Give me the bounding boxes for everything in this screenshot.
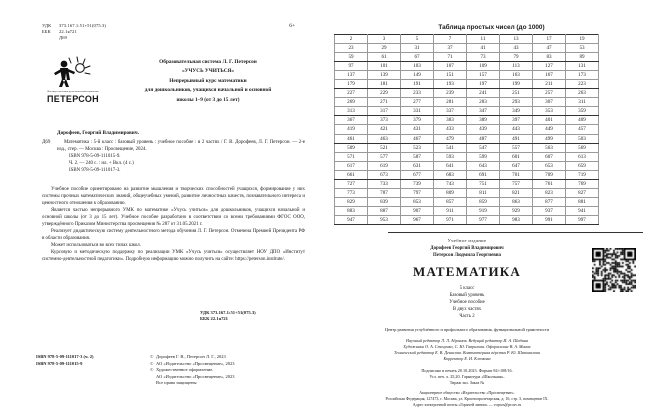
- prime-cell: 739: [401, 179, 434, 188]
- prime-cell: 751: [467, 179, 500, 188]
- print-line-2: Тираж экз. Заказ №: [449, 380, 485, 386]
- table-row: [335, 98, 599, 107]
- prime-cell: 71: [434, 53, 467, 62]
- prime-cell: 461: [335, 134, 368, 143]
- prime-cell: 727: [335, 179, 368, 188]
- prime-cell: 103: [401, 62, 434, 71]
- prime-cell: 757: [500, 179, 533, 188]
- imprint-line-2: Учебное пособие: [449, 300, 485, 305]
- prime-cell: 263: [566, 89, 599, 98]
- prime-cell: 457: [566, 125, 599, 134]
- prime-cell: 433: [434, 125, 467, 134]
- system-line-0: Образовательная система Л. Г. Петерсон: [159, 59, 257, 65]
- prime-cell: 293: [500, 98, 533, 107]
- table-row: [335, 188, 599, 197]
- prime-cell: 61: [368, 53, 401, 62]
- table-row: [335, 116, 599, 125]
- prime-cell: 97: [335, 62, 368, 71]
- table-row: [335, 62, 599, 71]
- prime-cell: 929: [500, 206, 533, 215]
- prime-cell: 673: [368, 170, 401, 179]
- prime-cell: 331: [401, 107, 434, 116]
- prime-cell: 283: [467, 98, 500, 107]
- catalog-code-side: Д69: [42, 140, 51, 145]
- print-line-0: Подписано в печать 20.10.2023. Формат 84×108/16.: [421, 367, 513, 373]
- copyright-block: [150, 354, 234, 387]
- annotation-text: [42, 186, 305, 264]
- prime-cell: 257: [533, 89, 566, 98]
- prime-cell: 11: [467, 35, 500, 44]
- prime-cell: 587: [401, 152, 434, 161]
- udk-label: УДК: [42, 23, 52, 28]
- prime-cell: 233: [401, 89, 434, 98]
- udk-bbk-footer: [200, 310, 256, 322]
- prime-table-title: Таблица простых чисел (до 1000): [438, 24, 545, 31]
- prime-cell: 547: [467, 143, 500, 152]
- prime-cell: 167: [533, 71, 566, 80]
- prime-cell: 677: [401, 170, 434, 179]
- prime-cell: 2: [335, 35, 368, 44]
- prime-cell: 947: [335, 215, 368, 224]
- prime-cell: 919: [467, 206, 500, 215]
- prime-cell: 659: [566, 161, 599, 170]
- prime-cell: 311: [566, 98, 599, 107]
- prime-cell: 991: [533, 215, 566, 224]
- credit-line-0: Научный редактор Л. Л. Абрамов. Ведущий редактор И. А. Шадина: [406, 337, 528, 343]
- prime-cell: 53: [566, 44, 599, 53]
- prime-cell: 367: [335, 116, 368, 125]
- prime-cell: 809: [434, 188, 467, 197]
- credit-line-3: Корректор Е. И. Клочкова: [443, 356, 491, 362]
- annotation-paragraph-2: Реализует дидактическую систему деятельностного метода обучения Л. Г. Петерсон. Отмечена Премией Президента РФ в области образования.: [42, 229, 305, 242]
- prime-cell: 269: [335, 98, 368, 107]
- prime-cell: 409: [566, 116, 599, 125]
- copyright-mark: ©: [150, 354, 154, 359]
- right-column: [333, 0, 650, 420]
- copyright-text: АО «Издательство «Просвещение», 2023: [156, 373, 235, 379]
- imprint-heading: Учебное издание: [447, 238, 487, 243]
- table-row: [335, 89, 599, 98]
- prime-cell: 883: [335, 206, 368, 215]
- prime-cell: 337: [434, 107, 467, 116]
- prime-cell: 347: [467, 107, 500, 116]
- imprint-line-0: 5 класс: [459, 285, 475, 291]
- prime-cell: 857: [434, 197, 467, 206]
- imprint-line-1: Базовый уровень: [449, 292, 485, 298]
- system-line-3: для дошкольников, учащихся начальной и основной: [144, 87, 272, 94]
- prime-cell: 23: [335, 44, 368, 53]
- imprint-author-0: Дорофеев Георгий Владимирович: [430, 245, 504, 251]
- annotation-paragraph-0: Учебное пособие ориентировано на развитие мышления и творческих способностей учащихся, формирование у них системы прочных математических знаний, общеучебных умений, развитие личностных качеств, познавательного интереса и ценностного отношения к образованию.: [42, 187, 305, 207]
- prime-cell: 271: [368, 98, 401, 107]
- prime-cell: 479: [434, 134, 467, 143]
- table-row: [335, 206, 599, 215]
- prime-cell: 397: [500, 116, 533, 125]
- prime-cell: 109: [467, 62, 500, 71]
- prime-cell: 941: [566, 206, 599, 215]
- prime-cell: 37: [434, 44, 467, 53]
- prime-cell: 151: [434, 71, 467, 80]
- prime-cell: 797: [401, 188, 434, 197]
- prime-cell: 967: [401, 215, 434, 224]
- prime-cell: 911: [434, 206, 467, 215]
- copyright-mark: ©: [150, 360, 154, 366]
- copyright-line: [150, 354, 234, 361]
- prime-cell: 199: [500, 80, 533, 89]
- copyright-line: [150, 361, 234, 368]
- prime-cell: 971: [434, 215, 467, 224]
- prime-cell: 571: [335, 152, 368, 161]
- table-row: [335, 107, 599, 116]
- prime-cell: 31: [401, 44, 434, 53]
- prime-cell: 59: [335, 53, 368, 62]
- table-row: [335, 134, 599, 143]
- prime-cell: 157: [467, 71, 500, 80]
- education-system-block: [110, 58, 306, 105]
- table-row: [335, 80, 599, 89]
- prime-cell: 619: [368, 161, 401, 170]
- imprint-line-4: Часть 2: [459, 314, 475, 320]
- isbn-full: ISBN 978-5-09-111015-9: [36, 360, 83, 366]
- prime-cell: 307: [533, 98, 566, 107]
- prime-cell: 211: [533, 80, 566, 89]
- copyright-mark: ©: [150, 367, 154, 373]
- prime-cell: 281: [434, 98, 467, 107]
- prime-cell: 101: [368, 62, 401, 71]
- prime-cell: 719: [566, 170, 599, 179]
- annotation-paragraph-1: Является частью непрерывного УМК по математике «Учусь учиться» для дошкольников, учащихся начальной и основной школы (от 3 до 15 лет). Учебное пособие разработано в соответствии со всеми требованиями ФГОС ООО, утверждённого Приказом Министерства просвещения № 287 от 31.05.2021 г.: [42, 208, 305, 228]
- prime-cell: 631: [401, 161, 434, 170]
- prime-cell: 149: [401, 71, 434, 80]
- prime-cell: 523: [401, 143, 434, 152]
- prime-cell: 421: [368, 125, 401, 134]
- imprint-block: [347, 238, 587, 408]
- prime-cell: 277: [401, 98, 434, 107]
- table-row: [335, 197, 599, 206]
- prime-cell: 67: [401, 53, 434, 62]
- prime-cell: 241: [467, 89, 500, 98]
- prime-cell: 113: [500, 62, 533, 71]
- prime-cell: 317: [368, 107, 401, 116]
- print-line-1: Усл. печ. л. 25,20. Гарнитура «Школьная».: [429, 373, 505, 379]
- prime-cell: 443: [500, 125, 533, 134]
- prime-cell: 181: [368, 80, 401, 89]
- prime-cell: 389: [467, 116, 500, 125]
- horizontal-rule: [388, 232, 643, 233]
- prime-cell: 997: [566, 215, 599, 224]
- imprint-line-3: В двух частях: [452, 307, 482, 313]
- prime-cell: 13: [500, 35, 533, 44]
- prime-cell: 239: [434, 89, 467, 98]
- prime-cell: 503: [566, 134, 599, 143]
- prime-cell: 79: [500, 53, 533, 62]
- prime-cell: 653: [533, 161, 566, 170]
- publisher-line-0: Акционерное общество «Издательство «Просвещение».: [419, 390, 515, 396]
- copyright-text: Дорофеев Г. В., Петерсон Л. Г., 2023: [156, 354, 226, 359]
- copyright-line: [150, 380, 234, 387]
- prime-cell: 29: [368, 44, 401, 53]
- bbk-footer-value: ББК 22.1я721: [200, 316, 228, 322]
- prime-cell: 811: [467, 188, 500, 197]
- prime-cell: 467: [401, 134, 434, 143]
- prime-cell: 859: [467, 197, 500, 206]
- prime-cell: 613: [566, 152, 599, 161]
- prime-cell: 349: [500, 107, 533, 116]
- prime-cell: 419: [335, 125, 368, 134]
- prime-cell: 223: [566, 80, 599, 89]
- prime-cell: 907: [401, 206, 434, 215]
- table-row: [335, 71, 599, 80]
- prime-cell: 373: [368, 116, 401, 125]
- prime-cell: 617: [335, 161, 368, 170]
- copyright-line: [150, 374, 234, 381]
- prime-cell: 431: [401, 125, 434, 134]
- qr-code-icon: [592, 248, 636, 292]
- bibliographic-description: [57, 139, 305, 174]
- peterson-logo-icon: [43, 55, 103, 89]
- prime-cell: 599: [467, 152, 500, 161]
- prime-cell: 491: [500, 134, 533, 143]
- annotation-paragraph-3: Может использоваться во всех типах школ.: [51, 243, 141, 249]
- catalog-code: Д69: [59, 35, 68, 41]
- prime-cell: 647: [500, 161, 533, 170]
- prime-cell: 353: [533, 107, 566, 116]
- isbn-part-2: ISBN 978-5-09-111017-3 (ч. 2): [36, 354, 94, 359]
- imprint-title: МАТЕМАТИКА: [413, 263, 521, 279]
- prime-cell: 19: [566, 35, 599, 44]
- prime-cell: 937: [533, 206, 566, 215]
- prime-cell: 569: [566, 143, 599, 152]
- prime-cell: 3: [368, 35, 401, 44]
- system-line-4: школы 1–9 (от 3 до 15 лет): [176, 96, 240, 103]
- isbn-footer: [36, 354, 94, 367]
- table-row: [335, 161, 599, 170]
- prime-cell: 827: [566, 188, 599, 197]
- udk-bbk-header: [42, 23, 106, 42]
- prime-cell: 47: [533, 44, 566, 53]
- prime-cell: 227: [335, 89, 368, 98]
- prime-cell: 823: [533, 188, 566, 197]
- prime-cell: 179: [335, 80, 368, 89]
- prime-cell: 877: [533, 197, 566, 206]
- prime-cell: 139: [368, 71, 401, 80]
- bbk-value: 22.1я721: [59, 29, 77, 35]
- udk-value: 373.167.1:51+51(075.3): [59, 23, 107, 28]
- prime-cell: 463: [368, 134, 401, 143]
- prime-cell: 983: [500, 215, 533, 224]
- logo-wordmark: ПЕТЕРСОН: [47, 94, 99, 105]
- credit-line-2: Технический редактор Е. В. Денисова. Компьютерная вёрстка Р. Ю. Шаповалова: [394, 350, 540, 356]
- prime-cell: 743: [434, 179, 467, 188]
- prime-cell: 43: [500, 44, 533, 53]
- prime-cell: 787: [368, 188, 401, 197]
- prime-cell: 709: [533, 170, 566, 179]
- prime-cell: 853: [401, 197, 434, 206]
- prime-cell: 661: [335, 170, 368, 179]
- prime-cell: 643: [467, 161, 500, 170]
- logo-subtitle: Институт системно-деятельностной педагогики: [47, 90, 99, 93]
- biblio-isbn-1: ISBN 978-5-09-111015-9.: [69, 154, 121, 160]
- prime-cell: 829: [335, 197, 368, 206]
- prime-cell: 17: [533, 35, 566, 44]
- prime-cell: 163: [500, 71, 533, 80]
- prime-cell: 127: [533, 62, 566, 71]
- table-row: [335, 125, 599, 134]
- prime-cell: 173: [566, 71, 599, 80]
- prime-cell: 193: [434, 80, 467, 89]
- age-rating-mark: 6+: [289, 23, 295, 29]
- prime-cell: 733: [368, 179, 401, 188]
- author-heading: Дорофеев, Георгий Владимирович.: [57, 130, 140, 136]
- publisher-line-1: Российская Федерация, 127473, г. Москва, ул. Краснопролетарская, д. 16, стр. 3, помещение IX.: [385, 396, 549, 402]
- prime-cell: 107: [434, 62, 467, 71]
- prime-cell: 601: [500, 152, 533, 161]
- table-row: [335, 215, 599, 224]
- prime-cell: 839: [368, 197, 401, 206]
- publisher-info: [347, 390, 587, 407]
- copyright-text: Все права защищены: [156, 380, 197, 386]
- prime-cell: 401: [533, 116, 566, 125]
- prime-cell: 499: [533, 134, 566, 143]
- prime-cell: 137: [335, 71, 368, 80]
- prime-cell: 701: [500, 170, 533, 179]
- publisher-line-2: Адрес электронной почты «Горячей линии» — vopros@prosv.ru: [412, 401, 522, 407]
- print-info: [347, 368, 587, 387]
- prime-cell: 577: [368, 152, 401, 161]
- prime-cell: 953: [368, 215, 401, 224]
- prime-cell: 359: [566, 107, 599, 116]
- prime-cell: 89: [566, 53, 599, 62]
- prime-cell: 683: [434, 170, 467, 179]
- table-row: [335, 35, 599, 44]
- biblio-line-0: Математика : 5-й класс : базовый уровень : учебное пособие : в 2 частях / Г. В. Дорофеев, Л. Г. Петерсон. — 2-е изд., стер. — Москва : Просвещение, 2024.: [57, 140, 305, 153]
- prime-cell: 641: [434, 161, 467, 170]
- prime-cell: 881: [566, 197, 599, 206]
- system-line-2: Непрерывный курс математики: [169, 77, 247, 84]
- prime-cell: 863: [500, 197, 533, 206]
- prime-cell: 761: [533, 179, 566, 188]
- biblio-isbn-2: ISBN 978-5-09-111017-3.: [69, 168, 121, 174]
- prime-cell: 691: [467, 170, 500, 179]
- prime-cell: 7: [434, 35, 467, 44]
- prime-cell: 383: [434, 116, 467, 125]
- copyright-text: Художественное оформление.: [156, 367, 214, 373]
- prime-cell: 821: [500, 188, 533, 197]
- prime-cell: 541: [434, 143, 467, 152]
- prime-cell: 887: [368, 206, 401, 215]
- prime-cell: 131: [566, 62, 599, 71]
- prime-cell: 509: [335, 143, 368, 152]
- bbk-label: ББК: [42, 29, 51, 35]
- prime-cell: 593: [434, 152, 467, 161]
- imprint-center-note: Центр развития углублённого и профильного образования, функциональной грамотности: [384, 326, 550, 332]
- table-row: [335, 170, 599, 179]
- prime-cell: 977: [467, 215, 500, 224]
- publisher-logo: [40, 55, 106, 104]
- prime-cell: 229: [368, 89, 401, 98]
- prime-cell: 563: [533, 143, 566, 152]
- prime-cell: 197: [467, 80, 500, 89]
- copyright-text: АО «Издательство «Просвещение», 2023: [156, 360, 235, 366]
- prime-cell: 773: [335, 188, 368, 197]
- annotation-paragraph-4: Курсовую и методическую поддержку по реализации УМК «Учусь учиться» осуществляет НОУ ДПО «Институт системно-деятельностной педагогики». Подробную информацию можно получить на сайте: https://peterson.institute/.: [42, 250, 305, 263]
- prime-cell: 83: [533, 53, 566, 62]
- table-row: [335, 143, 599, 152]
- prime-cell: 251: [500, 89, 533, 98]
- prime-cell: 521: [368, 143, 401, 152]
- prime-cell: 379: [401, 116, 434, 125]
- udk-footer-value: УДК 373.167.1:51+51(075.3): [200, 310, 256, 315]
- biblio-part: Ч. 2. — 240 с. : ил. + Вкл. (4 с.): [69, 161, 134, 167]
- prime-cell: 439: [467, 125, 500, 134]
- prime-cell: 191: [401, 80, 434, 89]
- system-line-1: «УЧУСЬ УЧИТЬСЯ»: [181, 68, 235, 75]
- prime-cell: 5: [401, 35, 434, 44]
- copyright-line: [150, 367, 234, 374]
- prime-cell: 313: [335, 107, 368, 116]
- imprint-credits: [347, 338, 587, 363]
- credit-line-1: Художники О. А. Стеценко, С. Ю. Гаврилова. Оформление В. А. Манах: [403, 344, 531, 350]
- prime-cell: 769: [566, 179, 599, 188]
- imprint-author-1: Петерсон Людмила Георгиевна: [433, 252, 501, 258]
- table-row: [335, 179, 599, 188]
- prime-cell: 41: [467, 44, 500, 53]
- prime-cell: 487: [467, 134, 500, 143]
- prime-cell: 449: [533, 125, 566, 134]
- prime-cell: 73: [467, 53, 500, 62]
- prime-cell: 607: [533, 152, 566, 161]
- prime-cell: 557: [500, 143, 533, 152]
- table-row: [335, 44, 599, 53]
- table-row: [335, 152, 599, 161]
- prime-numbers-table: [334, 34, 599, 225]
- table-row: [335, 53, 599, 62]
